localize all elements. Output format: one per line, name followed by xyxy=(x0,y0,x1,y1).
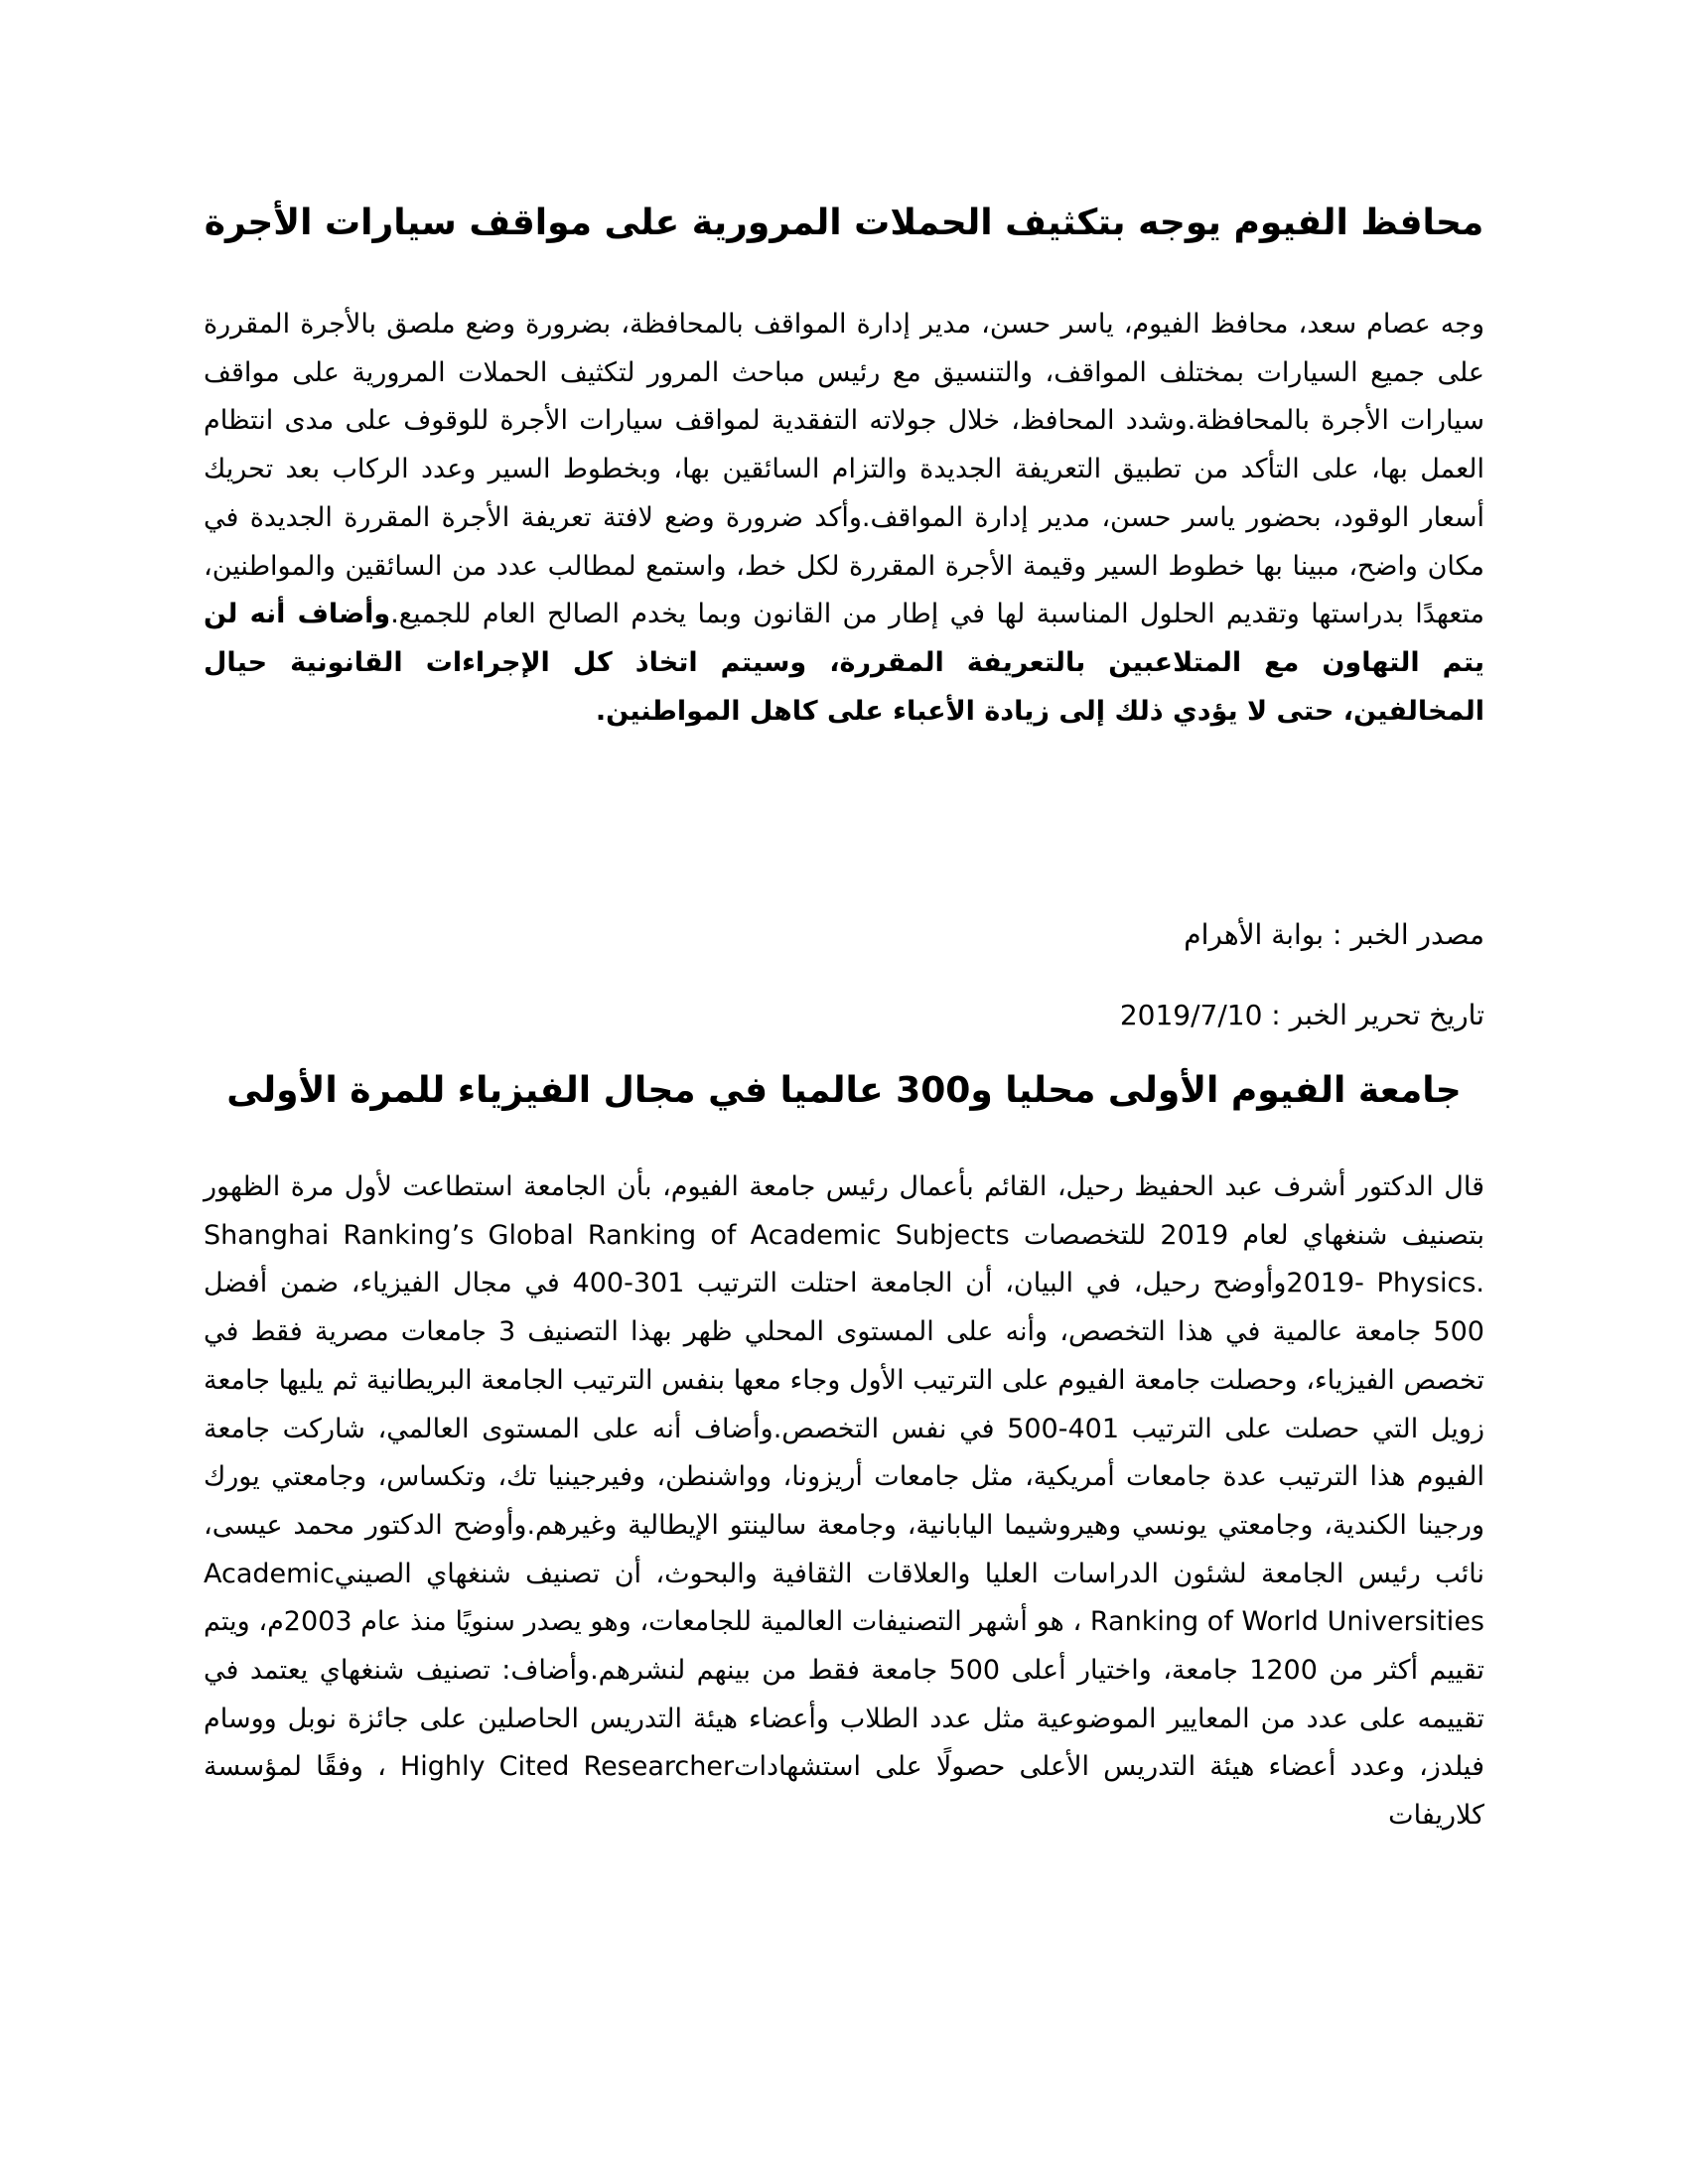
article-2-body xyxy=(204,1163,1484,1841)
article-2-body-text-2: وأوضح رحيل، في البيان، أن الجامعة احتلت الترتيب 301-400 في مجال الفيزياء، ضمن أفضل 500 جامعة عالمية في هذا التخصص، وأنه على المستوى المحلي ظهر بهذا التصنيف 3 جامعات مصرية فقط في تخصص الفيزياء، وحصلت جامعة الفيوم على الترتيب الأول وجاء معها بنفس الترتيب الجامعة البريطانية ثم يليها جامعة زويل التي حصلت على الترتيب 401-500 في نفس التخصص.وأضاف أنه على المستوى العالمي، شاركت جامعة الفيوم هذا الترتيب عدة جامعات أمريكية، مثل جامعات أريزونا، وواشنطن، وفيرجينيا تك، وتكساس، وجامعتي يورك ورجينا الكندية، وجامعتي يونسي وهيروشيما اليابانية، وجامعة سالينتو الإيطالية وغيرهم.وأوضح الدكتور محمد عيسى، نائب رئيس الجامعة لشئون الدراسات العليا والعلاقات الثقافية والبحوث، أن تصنيف شنغهاي الصيني xyxy=(204,1268,1484,1589)
article-2-headline: جامعة الفيوم الأولى محليا و300 عالميا في مجال الفيزياء للمرة الأولى xyxy=(226,1070,1462,1111)
article-2-body-text-1: قال الدكتور أشرف عبد الحفيظ رحيل، القائم بأعمال رئيس جامعة الفيوم، بأن الجامعة استطاعت لأول مرة الظهور بتصنيف شنغهاي لعام 2019 للتخصصات xyxy=(204,1171,1484,1251)
article-1-body xyxy=(204,301,1484,736)
article-1-body-text: وجه عصام سعد، محافظ الفيوم، ياسر حسن، مدير إدارة المواقف بالمحافظة، بضرورة وضع ملصق بالأجرة المقررة على جميع السيارات بمختلف المواقف، والتنسيق مع رئيس مباحث المرور لتكثيف الحملات المرورية على مواقف سيارات الأجرة بالمحافظة.وشدد المحافظ، خلال جولاته التفقدية لمواقف سيارات الأجرة للوقوف على مدى انتظام العمل بها، على التأكد من تطبيق التعريفة الجديدة والتزام السائقين بها، وبخطوط السير وعدد الركاب بعد تحريك أسعار الوقود، بحضور ياسر حسن، مدير إدارة المواقف.وأكد ضرورة وضع لافتة تعريفة الأجرة المقررة الجديدة في مكان واضح، مبينا بها خطوط السير وقيمة الأجرة المقررة لكل خط، واستمع لمطالب عدد من السائقين والمواطنين، متعهدًا بدراستها وتقديم الحلول المناسبة لها في إطار من القانون وبما يخدم الصالح العام للجميع. xyxy=(204,309,1484,630)
news-date-value: 2019/7/10 xyxy=(1119,999,1263,1031)
article-2-body-text-4: ، وفقًا لمؤسسة كلاريفات xyxy=(204,1751,1484,1832)
document-page xyxy=(204,0,1484,2184)
article-2-english-ranking-name: Shanghai Ranking’s Global Ranking of Academic Subjects 2019- Physics. xyxy=(204,1219,1484,1299)
news-date-line xyxy=(1120,996,1484,1035)
article-1-headline: محافظ الفيوم يوجه بتكثيف الحملات المرورية على مواقف سيارات الأجرة xyxy=(204,203,1484,243)
article-2-english-arwu-name: Academic Ranking of World Universities xyxy=(204,1558,1484,1638)
news-source-value: بوابة الأهرام xyxy=(1184,918,1325,951)
article-2-body-text-3: ، هو أشهر التصنيفات العالمية للجامعات، وهو يصدر سنويًا منذ عام 2003م، ويتم تقييم أكثر من 1200 جامعة، واختيار أعلى 500 جامعة فقط من بينهم لنشرهم.وأضاف: تصنيف شنغهاي يعتمد في تقييمه على عدد من المعايير الموضوعية مثل عدد الطلاب وأعضاء هيئة التدريس الحاصلين على جائزة نوبل ووسام فيلدز، وعدد أعضاء هيئة التدريس الأعلى حصولًا على استشهادات xyxy=(204,1606,1484,1783)
news-source-line xyxy=(1184,915,1484,955)
article-1-body-bold-text: وأضاف أنه لن يتم التهاون مع المتلاعبين بالتعريفة المقررة، وسيتم اتخاذ كل الإجراءات القانونية حيال المخالفين، حتى لا يؤدي ذلك إلى زيادة الأعباء على كاهل المواطنين. xyxy=(204,599,1484,727)
news-date-label: تاريخ تحرير الخبر : xyxy=(1262,999,1484,1031)
news-source-label: مصدر الخبر : xyxy=(1324,918,1484,951)
article-2-english-hcr-name: Highly Cited Researcher xyxy=(399,1751,735,1783)
